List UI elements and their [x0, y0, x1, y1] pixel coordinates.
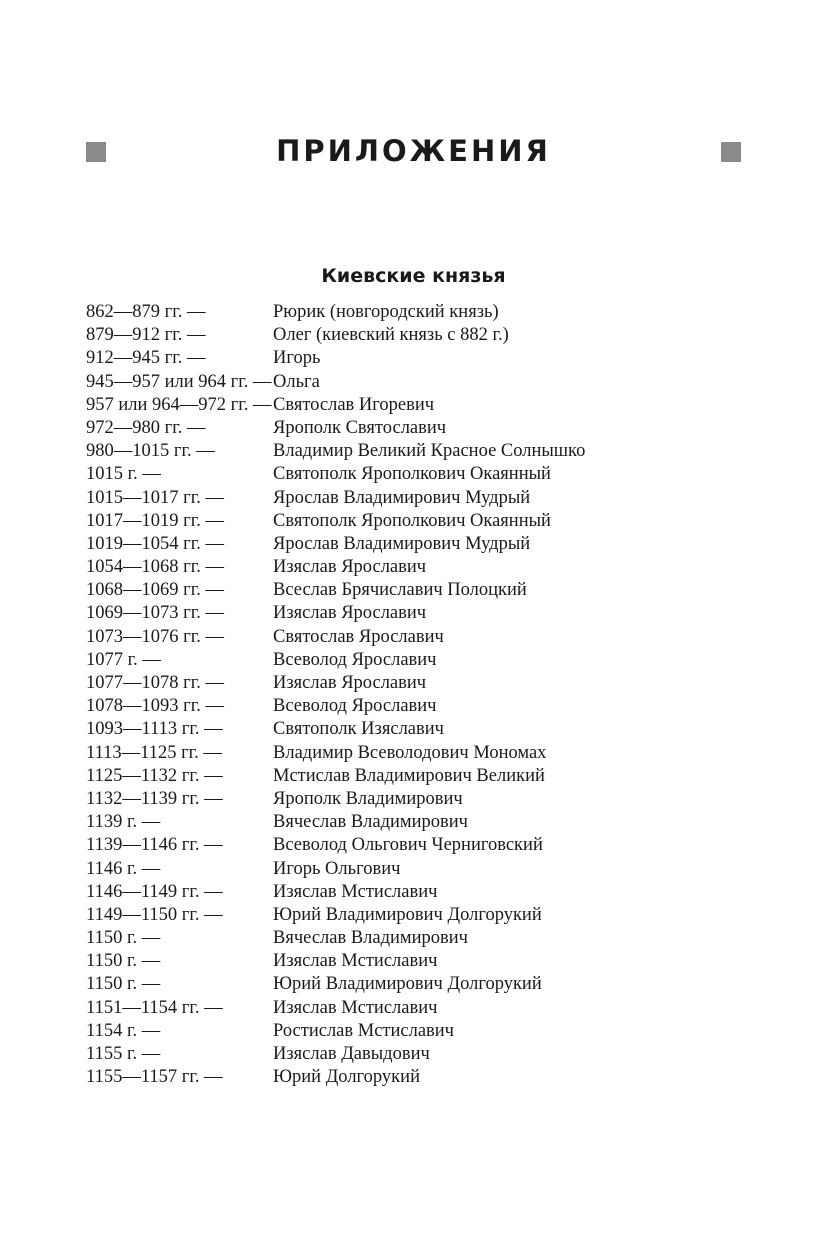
ruler-name: Ярополк Святославич	[273, 417, 447, 438]
ruler-name: Ярополк Владимирович	[273, 788, 463, 809]
reign-dates: 1155 г. —	[86, 1044, 161, 1064]
ruler-row	[86, 371, 746, 394]
reign-dates: 1150 г. —	[86, 951, 161, 972]
reign-dates: 862—879 гг. —	[86, 302, 206, 322]
ruler-name: Святослав Ярославич	[273, 626, 444, 647]
ruler-name: Мстислав Владимирович Великий	[273, 765, 545, 786]
ruler-row	[86, 487, 746, 510]
ruler-name: Юрий Владимирович Долгорукий	[273, 974, 542, 995]
reign-dates: 1150 г. —	[86, 974, 161, 995]
ruler-name: Изяслав Ярославич	[273, 603, 427, 624]
reign-dates: 1150 г. —	[86, 928, 161, 949]
reign-dates: 1149—1150 гг. —	[86, 904, 223, 925]
reign-dates: 1017—1019 гг. —	[86, 510, 224, 531]
ruler-row	[86, 927, 746, 950]
reign-dates: 1139 г. —	[86, 812, 161, 833]
rulers-list	[86, 301, 746, 1089]
reign-dates: 1019—1054 гг. —	[86, 533, 224, 554]
ruler-name: Святополк Ярополкович Окаянный	[273, 464, 551, 485]
ruler-row	[86, 973, 746, 996]
reign-dates: 1155—1157 гг. —	[86, 1067, 223, 1088]
reign-dates: 1093—1113 гг. —	[86, 719, 223, 740]
ruler-name: Всеволод Ярославич	[273, 649, 437, 670]
reign-dates: 1139—1146 гг. —	[86, 835, 223, 856]
ruler-row	[86, 765, 746, 788]
ruler-name: Юрий Долгорукий	[273, 1067, 420, 1088]
section-title: Киевские князья	[321, 265, 506, 287]
reign-dates: 1077 г. —	[86, 649, 161, 670]
reign-dates: 1015 г. —	[86, 464, 161, 485]
reign-dates: 1068—1069 гг. —	[86, 580, 224, 601]
ruler-row	[86, 463, 746, 486]
ruler-row	[86, 858, 746, 881]
ruler-name: Всеслав Брячиславич Полоцкий	[273, 580, 527, 601]
ruler-name: Игорь Ольгович	[273, 858, 401, 879]
ruler-row	[86, 672, 746, 695]
reign-dates: 1073—1076 гг. —	[86, 626, 224, 647]
reign-dates: 912—945 гг. —	[86, 348, 206, 369]
ruler-name: Всеволод Ярославич	[273, 696, 437, 717]
reign-dates: 1015—1017 гг. —	[86, 487, 224, 508]
reign-dates: 1151—1154 гг. —	[86, 997, 223, 1018]
reign-dates: 1146 г. —	[86, 858, 161, 879]
ruler-row	[86, 510, 746, 533]
ruler-row	[86, 1043, 746, 1066]
ruler-row	[86, 1020, 746, 1043]
ruler-name: Владимир Всеволодович Мономах	[273, 742, 547, 763]
reign-dates: 1069—1073 гг. —	[86, 603, 224, 624]
ruler-name: Юрий Владимирович Долгорукий	[273, 904, 542, 925]
ruler-name: Изяслав Давыдович	[273, 1044, 430, 1064]
ruler-row	[86, 417, 746, 440]
ruler-name: Ольга	[273, 371, 320, 392]
ruler-row	[86, 324, 746, 347]
ruler-row	[86, 811, 746, 834]
ruler-row	[86, 440, 746, 463]
ruler-name: Олег (киевский князь с 882 г.)	[273, 325, 509, 346]
ruler-name: Вячеслав Владимирович	[273, 928, 468, 949]
reign-dates: 957 или 964—972 гг. —	[86, 394, 272, 415]
ruler-name: Рюрик (новгородский князь)	[273, 302, 499, 322]
ruler-row	[86, 602, 746, 625]
reign-dates: 1132—1139 гг. —	[86, 788, 223, 809]
reign-dates: 879—912 гг. —	[86, 325, 206, 346]
ruler-row	[86, 626, 746, 649]
ruler-row	[86, 742, 746, 765]
ruler-row	[86, 788, 746, 811]
ruler-name: Изяслав Ярославич	[273, 557, 427, 578]
ruler-row	[86, 556, 746, 579]
ruler-row	[86, 579, 746, 602]
ruler-name: Изяслав Мстиславич	[273, 997, 438, 1018]
ruler-name: Изяслав Мстиславич	[273, 881, 438, 902]
ruler-row	[86, 904, 746, 927]
ruler-row	[86, 695, 746, 718]
ruler-name: Святополк Ярополкович Окаянный	[273, 510, 551, 531]
reign-dates: 980—1015 гг. —	[86, 441, 215, 462]
reign-dates: 1077—1078 гг. —	[86, 673, 224, 693]
ruler-name: Игорь	[273, 348, 321, 369]
ruler-row	[86, 649, 746, 672]
reign-dates: 1125—1132 гг. —	[86, 765, 223, 786]
reign-dates: 1154 г. —	[86, 1020, 161, 1041]
ruler-name: Ярослав Владимирович Мудрый	[273, 533, 531, 554]
ruler-name: Ярослав Владимирович Мудрый	[273, 487, 531, 508]
ruler-row	[86, 950, 746, 973]
ruler-row	[86, 718, 746, 741]
ruler-name: Ростислав Мстиславич	[273, 1020, 454, 1041]
ruler-name: Владимир Великий Красное Солнышко	[273, 441, 586, 462]
reign-dates: 945—957 или 964 гг. —	[86, 371, 272, 392]
ruler-name: Вячеслав Владимирович	[273, 812, 468, 833]
ruler-row	[86, 881, 746, 904]
ruler-row	[86, 834, 746, 857]
page-title: ПРИЛОЖЕНИЯ	[276, 134, 551, 168]
ruler-row	[86, 997, 746, 1020]
right-square-ornament	[721, 142, 741, 162]
reign-dates: 1113—1125 гг. —	[86, 742, 222, 763]
reign-dates: 972—980 гг. —	[86, 417, 206, 438]
ruler-name: Святослав Игоревич	[273, 394, 435, 415]
page-header	[86, 128, 741, 174]
reign-dates: 1146—1149 гг. —	[86, 881, 223, 902]
ruler-name: Изяслав Мстиславич	[273, 951, 438, 972]
ruler-row	[86, 301, 746, 324]
ruler-row	[86, 347, 746, 370]
ruler-row	[86, 1066, 746, 1089]
ruler-row	[86, 533, 746, 556]
ruler-row	[86, 394, 746, 417]
ruler-name: Изяслав Ярославич	[273, 673, 427, 693]
ruler-name: Святополк Изяславич	[273, 719, 444, 740]
ruler-name: Всеволод Ольгович Черниговский	[273, 835, 543, 856]
reign-dates: 1078—1093 гг. —	[86, 696, 224, 717]
reign-dates: 1054—1068 гг. —	[86, 557, 224, 578]
